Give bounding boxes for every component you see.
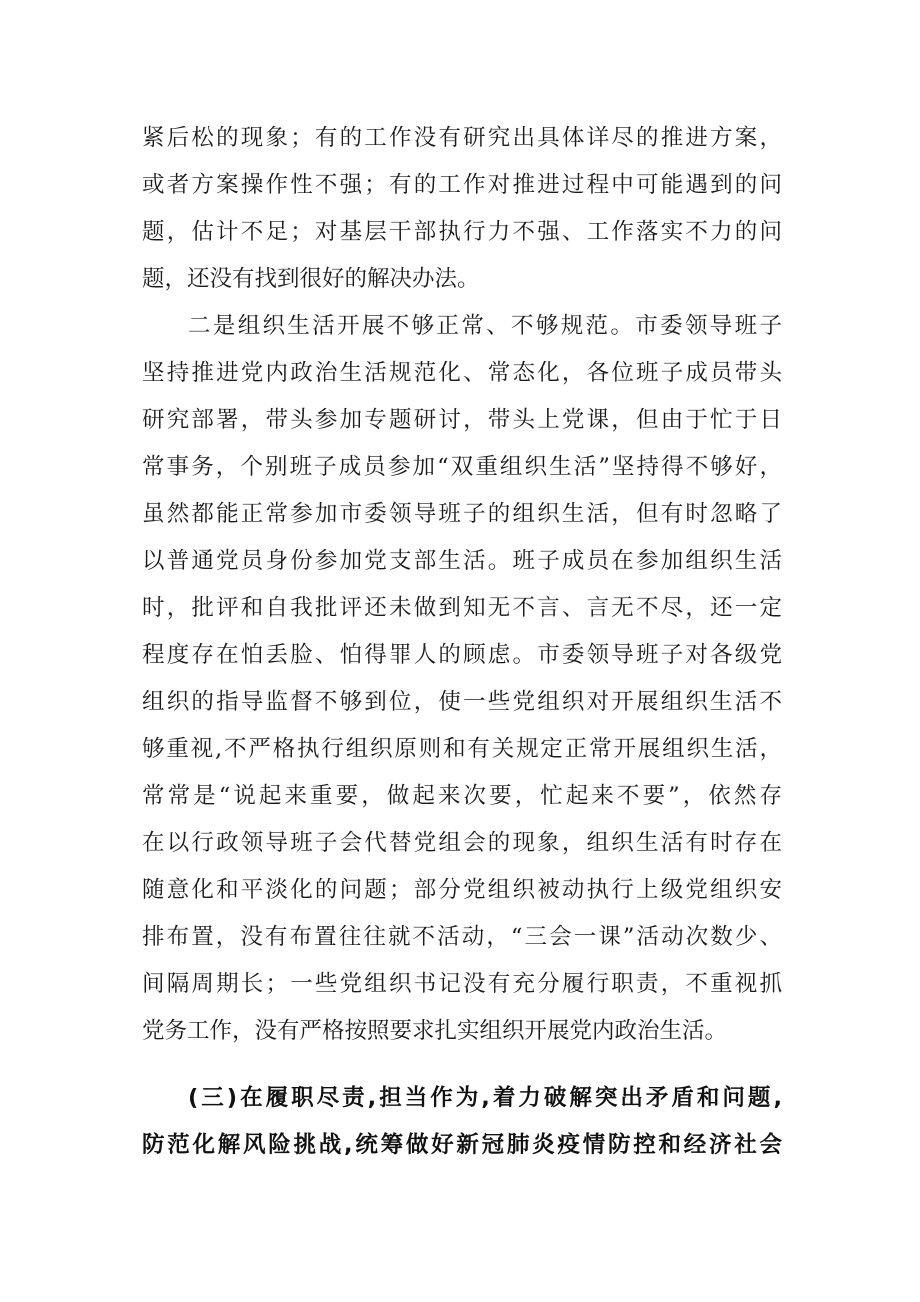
paragraph-line: 紧后松的现象；有的工作没有研究出具体详尽的推进方案， [142,125,782,151]
paragraph-line: 题，还没有找到很好的解决办法。 [142,266,480,292]
paragraph-line: 党务工作，没有严格按照要求扎实组织开展党内政治生活。 [142,1018,728,1044]
paragraph-line: 随意化和平淡化的问题；部分党组织被动执行上级党组织安 [142,877,782,903]
paragraph-line: 间隔周期长；一些党组织书记没有充分履行职责，不重视抓 [142,971,782,997]
paragraph-line: 在以行政领导班子会代替党组会的现象，组织生活有时存在 [142,830,782,856]
paragraph-line: 坚持推进党内政治生活规范化、常态化，各位班子成员带头 [142,360,782,386]
paragraph-line: 虽然都能正常参加市委领导班子的组织生活，但有时忽略了 [142,501,782,527]
paragraph-line: 程度存在怕丢脸、怕得罪人的顾虑。市委领导班子对各级党 [142,642,782,668]
paragraph-first-line: 二是组织生活开展不够正常、不够规范。市委领导班子 [188,313,782,339]
section-heading-line: (三)在履职尽责,担当作为,着力破解突出矛盾和问题, [188,1085,782,1111]
paragraph-line: 研究部署，带头参加专题研讨，带头上党课，但由于忙于日 [142,407,782,433]
paragraph-line: 或者方案操作性不强；有的工作对推进过程中可能遇到的问 [142,172,782,198]
paragraph-line: 常常是“说起来重要，做起来次要，忙起来不要”，依然存 [142,783,782,809]
paragraph-line: 以普通党员身份参加党支部生活。班子成员在参加组织生活 [142,548,782,574]
paragraph-line: 够重视,不严格执行组织原则和有关规定正常开展组织生活， [142,736,782,762]
paragraph-line: 排布置，没有布置往往就不活动，“三会一课”活动次数少、 [142,924,782,950]
paragraph-line: 时，批评和自我批评还未做到知无不言、言无不尽，还一定 [142,595,782,621]
paragraph-line: 题，估计不足；对基层干部执行力不强、工作落实不力的问 [142,219,782,245]
paragraph-line: 常事务，个别班子成员参加“双重组织生活”坚持得不够好， [142,454,782,480]
paragraph-line: 组织的指导监督不够到位，使一些党组织对开展组织生活不 [142,689,782,715]
section-heading-line: 防范化解风险挑战,统筹做好新冠肺炎疫情防控和经济社会 [142,1132,782,1158]
